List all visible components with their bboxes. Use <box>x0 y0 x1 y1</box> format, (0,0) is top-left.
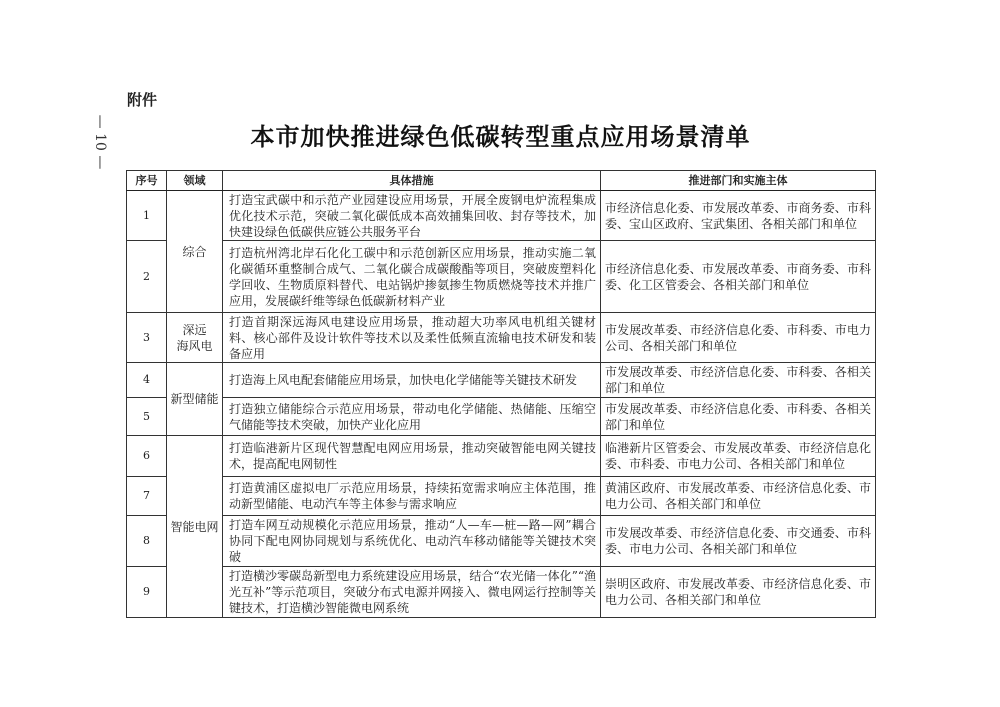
domain-cell: 综合 <box>167 191 223 313</box>
row-number-cell: 8 <box>127 516 167 567</box>
header-no: 序号 <box>127 171 167 191</box>
table-row <box>127 313 876 363</box>
row-number-cell: 7 <box>127 477 167 516</box>
attachment-label: 附件 <box>127 91 158 109</box>
document-title: 本市加快推进绿色低碳转型重点应用场景清单 <box>250 123 751 151</box>
departments-cell: 市发展改革委、市经济信息化委、市交通委、市科委、市电力公司、各相关部门和单位 <box>601 516 876 567</box>
row-number-cell: 6 <box>127 436 167 477</box>
measure-cell: 打造海上风电配套储能应用场景，加快电化学储能等关键技术研发 <box>223 363 601 398</box>
table-header-row <box>127 171 876 191</box>
domain-cell: 智能电网 <box>167 436 223 618</box>
departments-cell: 崇明区政府、市发展改革委、市经济信息化委、市电力公司、各相关部门和单位 <box>601 567 876 618</box>
table-row <box>127 516 876 567</box>
measure-cell: 打造临港新片区现代智慧配电网应用场景，推动突破智能电网关键技术，提高配电网韧性 <box>223 436 601 477</box>
row-number-cell: 1 <box>127 191 167 241</box>
departments-cell: 市经济信息化委、市发展改革委、市商务委、市科委、化工区管委会、各相关部门和单位 <box>601 241 876 313</box>
measure-cell: 打造黄浦区虚拟电厂示范应用场景，持续拓宽需求响应主体范围，推动新型储能、电动汽车等主体参与需求响应 <box>223 477 601 516</box>
measure-cell: 打造杭州湾北岸石化化工碳中和示范创新区应用场景，推动实施二氧化碳循环重整制合成气、二氧化碳合成碳酸酯等项目，突破废塑料化学回收、生物质原料替代、电站锅炉掺氨掺生物质燃烧等技术并推广应用，发展碳纤维等绿色低碳新材料产业 <box>223 241 601 313</box>
page-number: — 10 — <box>92 114 108 170</box>
measure-cell: 打造独立储能综合示范应用场景，带动电化学储能、热储能、压缩空气储能等技术突破，加快产业化应用 <box>223 398 601 436</box>
departments-cell: 市发展改革委、市经济信息化委、市科委、各相关部门和单位 <box>601 363 876 398</box>
domain-cell: 深远 海风电 <box>167 313 223 363</box>
application-scene-table <box>126 170 876 618</box>
table-row <box>127 363 876 398</box>
measure-cell: 打造横沙零碳岛新型电力系统建设应用场景，结合“农光储一体化”“渔光互补”等示范项目，突破分布式电源并网接入、微电网运行控制等关键技术，打造横沙智能微电网系统 <box>223 567 601 618</box>
departments-cell: 黄浦区政府、市发展改革委、市经济信息化委、市电力公司、各相关部门和单位 <box>601 477 876 516</box>
table-row <box>127 191 876 241</box>
departments-cell: 临港新片区管委会、市发展改革委、市经济信息化委、市科委、市电力公司、各相关部门和单位 <box>601 436 876 477</box>
table-row <box>127 477 876 516</box>
header-domain: 领域 <box>167 171 223 191</box>
row-number-cell: 4 <box>127 363 167 398</box>
departments-cell: 市经济信息化委、市发展改革委、市商务委、市科委、宝山区政府、宝武集团、各相关部门和单位 <box>601 191 876 241</box>
measure-cell: 打造车网互动规模化示范应用场景，推动“人—车—桩—路—网”耦合协同下配电网协同规划与系统优化、电动汽车移动储能等关键技术突破 <box>223 516 601 567</box>
table-row <box>127 567 876 618</box>
departments-cell: 市发展改革委、市经济信息化委、市科委、市电力公司、各相关部门和单位 <box>601 313 876 363</box>
row-number-cell: 5 <box>127 398 167 436</box>
row-number-cell: 9 <box>127 567 167 618</box>
measure-cell: 打造首期深远海风电建设应用场景，推动超大功率风电机组关键材料、核心部件及设计软件等技术以及柔性低频直流输电技术研发和装备应用 <box>223 313 601 363</box>
header-departments: 推进部门和实施主体 <box>601 171 876 191</box>
table-row <box>127 436 876 477</box>
table-row <box>127 398 876 436</box>
header-measure: 具体措施 <box>223 171 601 191</box>
row-number-cell: 2 <box>127 241 167 313</box>
table-row <box>127 241 876 313</box>
domain-cell: 新型储能 <box>167 363 223 436</box>
departments-cell: 市发展改革委、市经济信息化委、市科委、各相关部门和单位 <box>601 398 876 436</box>
measure-cell: 打造宝武碳中和示范产业园建设应用场景，开展全废钢电炉流程集成优化技术示范，突破二氧化碳低成本高效捕集回收、封存等技术，加快建设绿色低碳供应链公共服务平台 <box>223 191 601 241</box>
row-number-cell: 3 <box>127 313 167 363</box>
